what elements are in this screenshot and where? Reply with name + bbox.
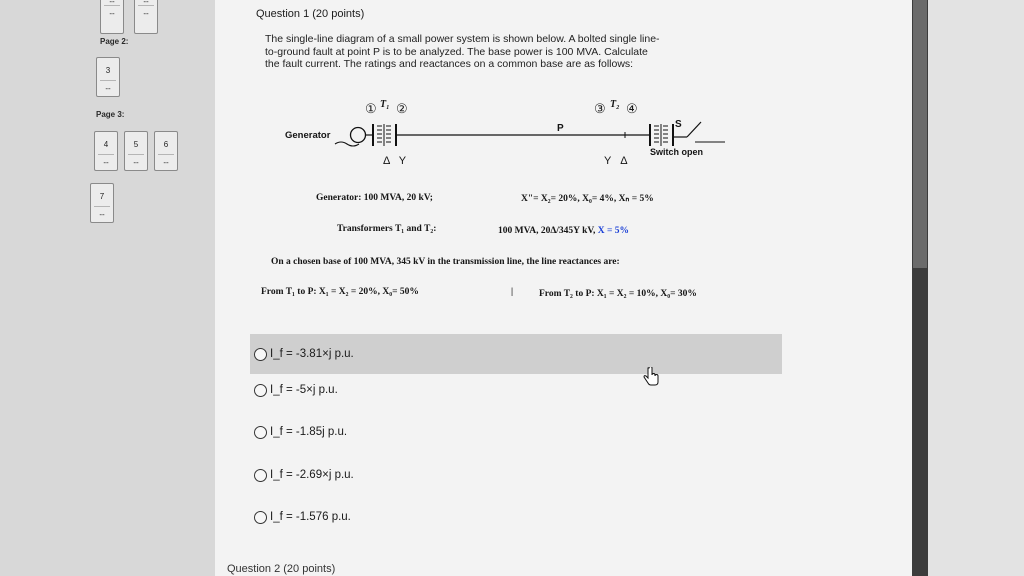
scrollbar-thumb[interactable] xyxy=(913,0,927,268)
bus-4-label: ④ xyxy=(626,101,638,116)
nav-item-status: -- xyxy=(104,5,120,18)
nav-page3-label: Page 3: xyxy=(96,110,125,119)
radio-button[interactable] xyxy=(254,426,267,439)
answer-option-5[interactable] xyxy=(250,497,780,537)
answer-label: I_f = -5×j p.u. xyxy=(270,384,338,396)
answer-label: I_f = -1.85j p.u. xyxy=(270,426,348,438)
nav-item-dash: -- xyxy=(109,0,115,6)
nav-item-1[interactable] xyxy=(100,0,124,34)
nav-item-6[interactable] xyxy=(154,131,178,171)
t1-winding-primary xyxy=(377,126,382,142)
generator-symbol xyxy=(351,128,366,143)
radio-button[interactable] xyxy=(254,348,267,361)
nav-page2-label: Page 2: xyxy=(100,37,129,46)
question-line: the fault current. The ratings and reactances on a common base are as follows: xyxy=(265,58,634,70)
transformer-reactance: X = 5% xyxy=(597,226,630,236)
nav-item-number: 7 xyxy=(99,192,105,201)
nav-item-status: -- xyxy=(98,154,114,167)
t1-connection: Δ Y xyxy=(383,155,410,167)
transformer-values: 100 MVA, 20Δ/345Y kV, xyxy=(498,226,596,236)
radio-button[interactable] xyxy=(254,511,267,524)
nav-item-status: -- xyxy=(138,5,154,18)
answer-option-4[interactable] xyxy=(250,455,780,495)
generator-rating: Generator: 100 MVA, 20 kV; xyxy=(316,193,433,203)
separator: | xyxy=(511,287,514,297)
nav-item-5[interactable] xyxy=(124,131,148,171)
nav-item-status: -- xyxy=(158,154,174,167)
answer-label: I_f = -1.576 p.u. xyxy=(270,511,351,523)
answer-option-3[interactable] xyxy=(250,412,780,452)
t2-connection: Y Δ xyxy=(604,155,631,167)
single-line-diagram xyxy=(275,110,735,170)
answer-label: I_f = -3.81×j p.u. xyxy=(270,348,354,360)
radio-button[interactable] xyxy=(254,469,267,482)
hand-cursor-icon xyxy=(643,367,659,387)
transformer-label: Transformers T₁ and T₂: xyxy=(337,224,437,234)
generator-label: Generator xyxy=(285,130,331,141)
bus-1-label: ① xyxy=(365,101,377,116)
t1-winding-secondary xyxy=(386,126,391,142)
question-navigation xyxy=(0,0,215,576)
line-t1-reactances: From T₁ to P: X₁ = X₂ = 20%, X₀= 50% xyxy=(261,287,419,297)
t2-winding-secondary xyxy=(663,126,668,142)
question-page xyxy=(215,0,912,576)
question-line: The single-line diagram of a small power system is shown below. A bolted single line- xyxy=(265,33,660,45)
nav-item-3[interactable] xyxy=(96,57,120,97)
nav-item-status: -- xyxy=(100,80,116,93)
t2-label: T₂ xyxy=(610,99,620,110)
question-title: Question 1 (20 points) xyxy=(256,8,365,20)
nav-item-number: 5 xyxy=(133,140,139,149)
switch-open-label: Switch open xyxy=(650,147,704,157)
bus-3-label: ③ xyxy=(594,101,606,116)
right-margin xyxy=(928,0,1024,576)
t2-winding-primary xyxy=(654,126,659,142)
answer-option-2[interactable] xyxy=(250,370,780,410)
nav-item-7[interactable] xyxy=(90,183,114,223)
base-line-text: On a chosen base of 100 MVA, 345 kV in the transmission line, the line reactances are: xyxy=(271,257,620,267)
question-text xyxy=(265,33,765,71)
question-line: to-ground fault at point P is to be analyzed. The base power is 100 MVA. Calculate xyxy=(265,45,648,58)
nav-item-status: -- xyxy=(94,206,110,219)
switch-s-label: S xyxy=(675,119,682,130)
bus-2-label: ② xyxy=(396,101,408,116)
answer-label: I_f = -2.69×j p.u. xyxy=(270,469,354,481)
switch-blade xyxy=(687,122,701,137)
fault-point-label: P xyxy=(557,123,564,134)
nav-item-number: 4 xyxy=(103,140,109,149)
nav-item-number: 3 xyxy=(105,66,111,75)
next-question-title: Question 2 (20 points) xyxy=(227,563,336,575)
answer-option-1[interactable] xyxy=(250,334,782,374)
nav-item-number: 6 xyxy=(163,140,169,149)
nav-item-status: -- xyxy=(128,154,144,167)
nav-item-4[interactable] xyxy=(94,131,118,171)
generator-reactances: X"= X₂= 20%, X₀= 4%, Xₙ = 5% xyxy=(521,194,654,204)
nav-item-dash: -- xyxy=(143,0,149,6)
line-t2-reactances: From T₂ to P: X₁ = X₂ = 10%, X₀= 30% xyxy=(539,289,697,299)
nav-item-2[interactable] xyxy=(134,0,158,34)
t1-label: T₁ xyxy=(380,99,390,110)
radio-button[interactable] xyxy=(254,384,267,397)
transformer-rating xyxy=(498,226,629,236)
